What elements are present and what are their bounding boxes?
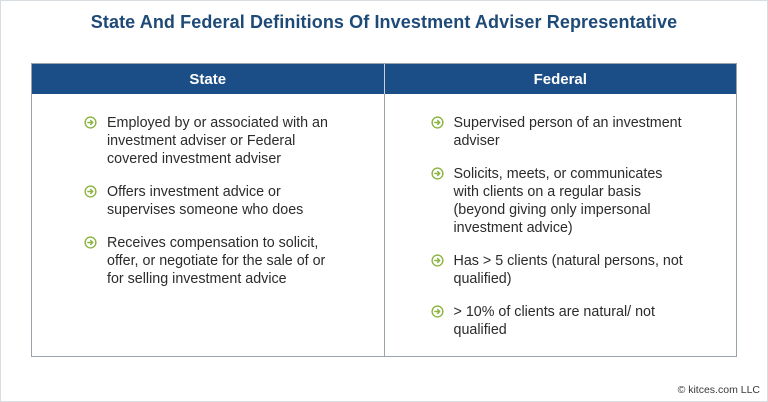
state-column: [32, 94, 385, 356]
arrow-circle-right-icon: [84, 185, 97, 198]
list-item: [431, 252, 691, 288]
arrow-circle-right-icon: [84, 236, 97, 249]
list-item-text: Solicits, meets, or communicates with clients on a regular basis (beyond giving only impersonal investment advice): [453, 166, 663, 236]
list-item-text: Offers investment advice or supervises someone who does: [107, 184, 304, 218]
list-item-text: Employed by or associated with an investment adviser or Federal covered investment adviser: [107, 115, 328, 167]
arrow-circle-right-icon: [431, 305, 444, 318]
list-item: [431, 114, 691, 150]
definitions-table: [31, 63, 737, 357]
copyright-text: © kitces.com LLC: [677, 384, 760, 396]
arrow-circle-right-icon: [431, 116, 444, 129]
page-title: State And Federal Definitions Of Investment Adviser Representative: [90, 12, 678, 32]
federal-list: [431, 114, 691, 354]
list-item-text: > 10% of clients are natural/ not qualified: [453, 304, 655, 338]
list-item: [84, 114, 334, 168]
list-item-text: Receives compensation to solicit, offer, or negotiate for the sale of or for selling investment advice: [107, 235, 326, 287]
list-item: [431, 303, 691, 339]
state-list: [84, 114, 334, 303]
list-item-text: Supervised person of an investment adviser: [453, 115, 682, 149]
list-item-text: Has > 5 clients (natural persons, not qualified): [453, 253, 683, 287]
header-federal: Federal: [533, 70, 587, 88]
list-item: [84, 183, 334, 219]
table-header: [32, 64, 736, 94]
federal-column: [385, 94, 737, 356]
table-body: [32, 94, 736, 356]
list-item: [84, 234, 334, 288]
list-item: [431, 165, 691, 237]
arrow-circle-right-icon: [431, 167, 444, 180]
header-state: State: [32, 64, 385, 94]
arrow-circle-right-icon: [84, 116, 97, 129]
arrow-circle-right-icon: [431, 254, 444, 267]
